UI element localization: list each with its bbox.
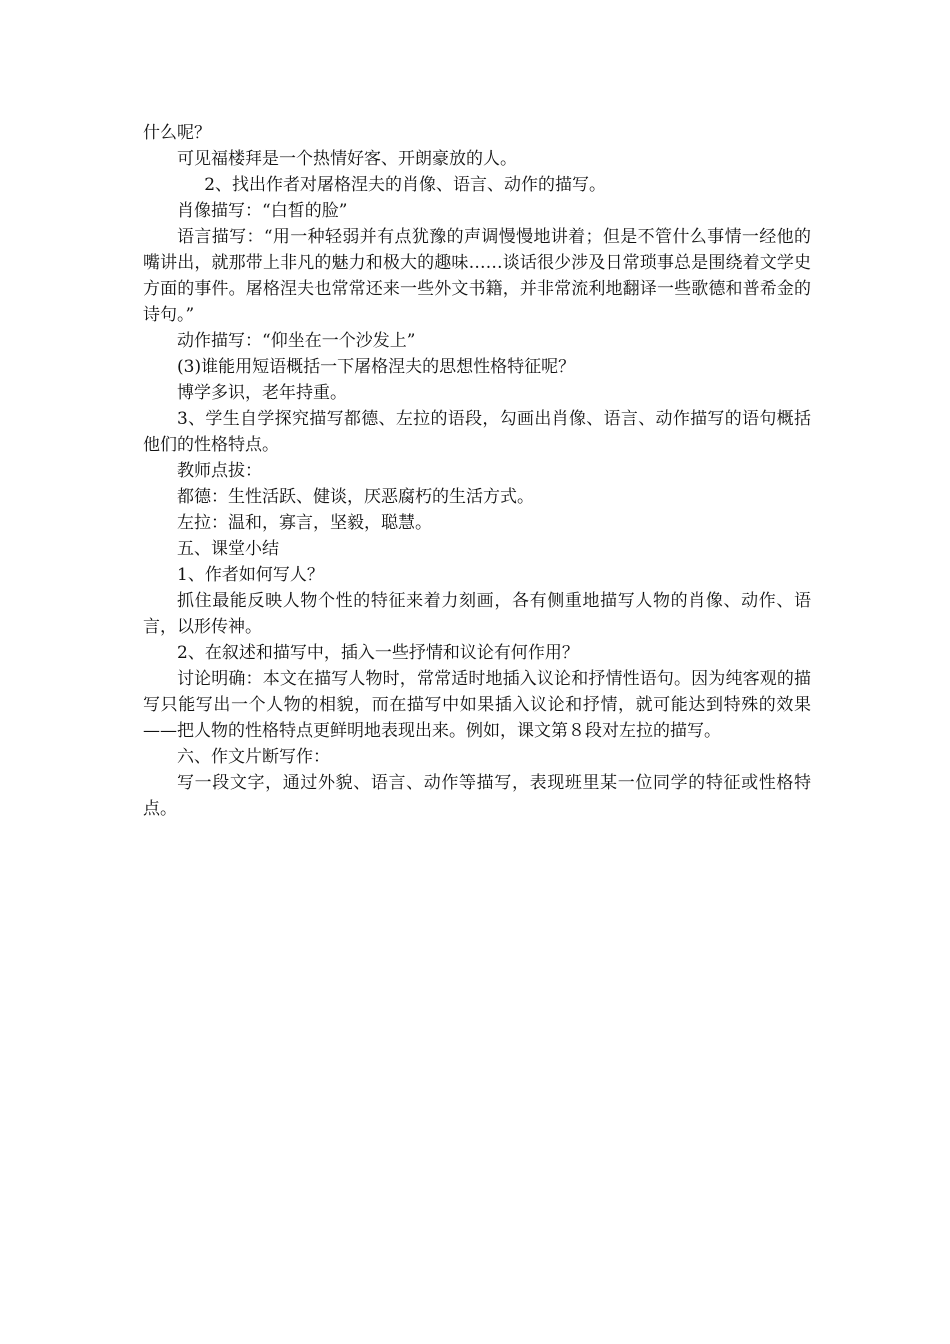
paragraph-summary-question-1: 1、作者如何写人？ — [177, 565, 324, 585]
paragraph-summary-answer-1: 抓住最能反映人物个性的特征来着力刻画，各有侧重地描写人物的肖像、动作、语言，以形传神。 — [143, 591, 811, 637]
paragraph-task-3: 3、学生自学探究描写都德、左拉的语段，勾画出肖像、语言、动作描写的语句概括他们的性格特点。 — [143, 409, 811, 455]
paragraph-summary-answer-2: 讨论明确：本文在描写人物时，常常适时地插入议论和抒情性语句。因为纯客观的描写只能写出一个人物的相貌，而在描写中如果插入议论和抒情，就可能达到特殊的效果——把人物的性格特点更鲜明地表现出来。例如，课文第８段对左拉的描写。 — [143, 669, 811, 741]
paragraph-action-description: 动作描写：“仰坐在一个沙发上” — [177, 331, 416, 351]
paragraph-flaubert-conclusion: 可见福楼拜是一个热情好客、开朗豪放的人。 — [177, 149, 517, 169]
paragraph-answer-3: 博学多识，老年持重。 — [177, 383, 347, 403]
paragraph-language-description: 语言描写：“用一种轻弱并有点犹豫的声调慢慢地讲着；但是不管什么事情一经他的嘴讲出，就那带上非凡的魅力和极大的趣味……谈话很少涉及日常琐事总是围绕着文学史方面的事件。屠格涅夫也常常还来一些外文书籍，并非常流利地翻译一些歌德和普希金的诗句。” — [143, 227, 811, 325]
paragraph-task-2: 2、找出作者对屠格涅夫的肖像、语言、动作的描写。 — [204, 175, 607, 195]
paragraph-continuation: 什么呢？ — [143, 123, 211, 143]
paragraph-daudet: 都德：生性活跃、健谈，厌恶腐朽的生活方式。 — [177, 487, 534, 507]
paragraph-summary-question-2: 2、在叙述和描写中，插入一些抒情和议论有何作用？ — [177, 643, 579, 663]
paragraph-writing-task: 写一段文字，通过外貌、语言、动作等描写，表现班里某一位同学的特征或性格特点。 — [143, 773, 811, 819]
paragraph-teacher-note-heading: 教师点拔： — [177, 461, 262, 481]
paragraph-question-3: (3)谁能用短语概括一下屠格涅夫的思想性格特征呢？ — [177, 357, 576, 377]
section-heading-writing: 六、作文片断写作： — [177, 747, 330, 767]
section-heading-summary: 五、课堂小结 — [177, 539, 279, 559]
paragraph-portrait-description: 肖像描写：“白皙的脸” — [177, 201, 348, 221]
paragraph-zola: 左拉：温和，寡言，坚毅，聪慧。 — [177, 513, 432, 533]
document-page — [143, 120, 811, 822]
